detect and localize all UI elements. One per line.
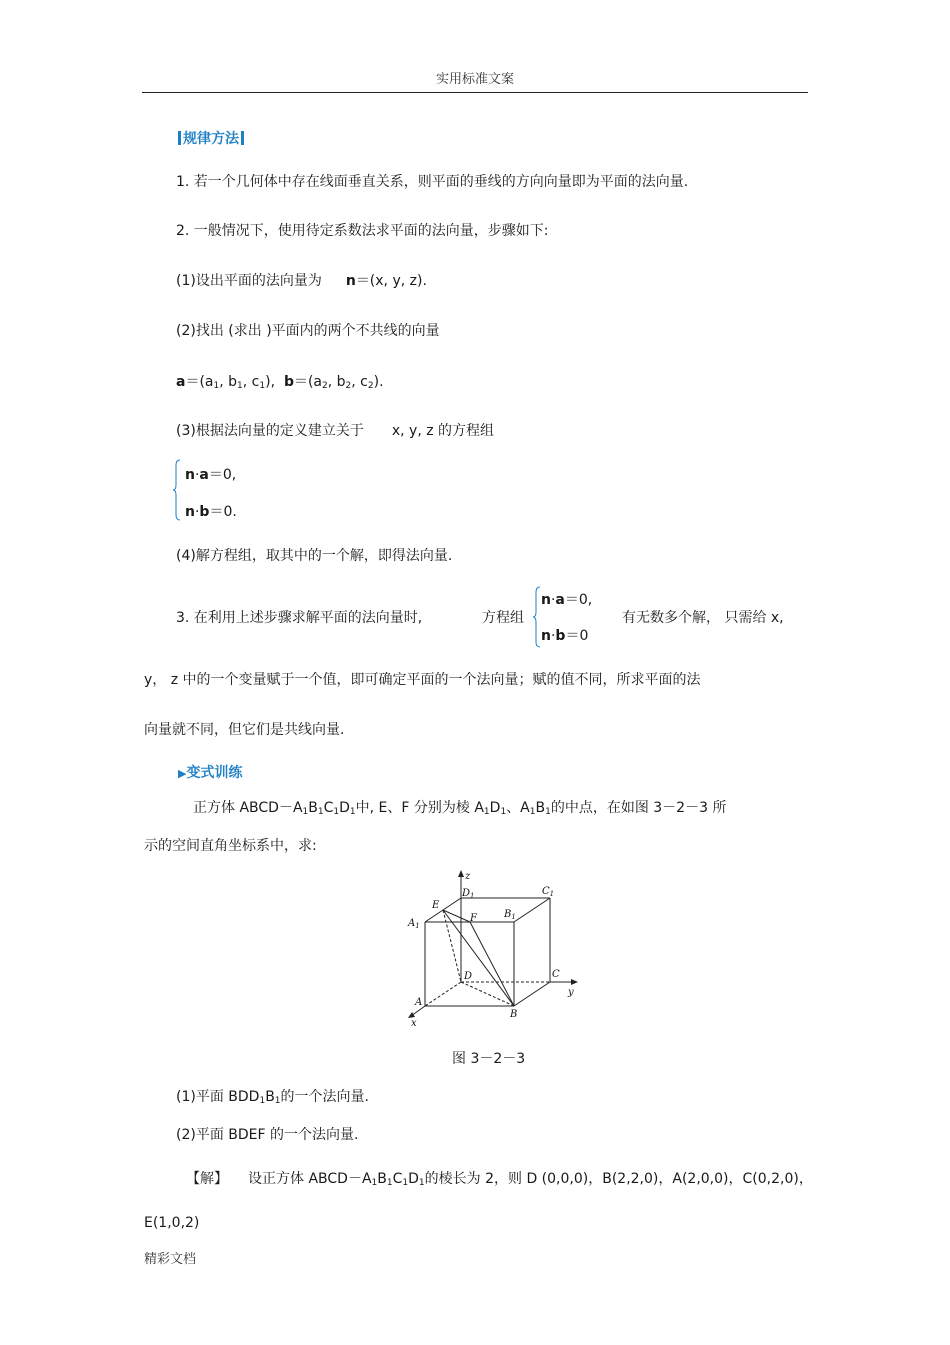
section-label-rules: [176, 128, 246, 148]
paragraph-3-post: 有无数多个解， 只需给 x,: [622, 610, 784, 626]
segment-fb: [470, 922, 514, 1006]
brace-icon: [173, 459, 181, 521]
step-3: (3)根据法向量的定义建立关于 x, y, z 的方程组: [176, 423, 495, 439]
paragraph-2: 2. 一般情况下，使用待定系数法求平面的法向量，步骤如下:: [176, 223, 549, 239]
segment-ed-hidden: [443, 910, 461, 982]
tag-bar-icon: [241, 131, 244, 145]
paragraph-3-line-3: 向量就不同，但它们是共线向量.: [144, 722, 345, 738]
system-1-equation-1: n·a＝0,: [185, 467, 237, 483]
tag-bar-icon: [178, 131, 181, 145]
solution-line-2: E(1,0,2): [144, 1215, 200, 1231]
step-2: (2)找出 (求出 )平面内的两个不共线的向量: [176, 323, 440, 339]
segment-eb: [443, 910, 514, 1006]
label-c: C: [552, 969, 560, 980]
paragraph-3-line-2: y， z 中的一个变量赋于一个值，即可确定平面的一个法向量；赋的值不同，所求平面的法: [144, 672, 701, 688]
step-1: (1)设出平面的法向量为 n＝(x, y, z).: [176, 273, 427, 289]
edge-da-hidden: [425, 982, 461, 1006]
z-arrow-icon: [458, 870, 464, 877]
edge-bc: [514, 982, 550, 1006]
label-d: D: [464, 971, 473, 982]
segment-db-hidden: [461, 982, 514, 1006]
page-header: 实用标准文案: [435, 72, 514, 87]
system-2-equation-1: n·a＝0,: [541, 592, 593, 608]
label-e: E: [432, 900, 440, 911]
brace-icon: [533, 586, 541, 648]
section-label-practice: [178, 762, 242, 782]
question-1: (1)平面 $BDD_1B_1$的一个法向量.: [176, 1089, 369, 1106]
triangle-icon: ▶: [178, 767, 187, 780]
system-2-equation-2: n·b＝0: [541, 628, 589, 644]
figure-caption: 图 3－2－3: [452, 1051, 526, 1067]
label-d1: $D_1$: [462, 888, 475, 900]
edge-c1b1: [514, 898, 550, 922]
cube-figure: [400, 866, 585, 1032]
system-brace-1: [173, 459, 179, 521]
problem-line-2: 示的空间直角坐标系中，求:: [144, 838, 317, 854]
label-b1: $B_1$: [504, 909, 516, 921]
label-a1: $A_1$: [408, 918, 420, 930]
label-x: x: [411, 1018, 417, 1029]
section-label-text: 规律方法: [183, 131, 239, 147]
label-c1: $C_1$: [542, 886, 555, 898]
label-z: z: [465, 871, 471, 882]
paragraph-1: 1. 若一个几何体中存在线面垂直关系，则平面的垂线的方向向量即为平面的法向量.: [176, 174, 689, 190]
label-f: F: [470, 913, 477, 924]
label-y: y: [568, 987, 574, 998]
section-label-text: 变式训练: [186, 765, 243, 781]
paragraph-3-pre: 3. 在利用上述步骤求解平面的法向量时,: [176, 610, 423, 626]
label-b: B: [510, 1009, 518, 1020]
vector-definitions: $a=(a_1$, $b_1$, $c_1$), $b=(a_2$, $b_2$, $c_2$).: [176, 374, 384, 391]
question-2: (2)平面 BDEF 的一个法向量.: [176, 1127, 359, 1143]
step-4: (4)解方程组，取其中的一个解，即得法向量.: [176, 548, 453, 564]
label-a: A: [415, 997, 423, 1008]
solution-line-1: 【解】 设正方体 $ABCD-A_1B_1C_1D_1$的棱长为 2，则 D (0,0,0)，B(2,2,0)，A(2,0,0)，C(0,2,0)，: [186, 1171, 813, 1188]
header-rule: [142, 92, 808, 93]
problem-line-1: 正方体 $ABCD-A_1B_1C_1D_1$中, E、F 分别为棱 $A_1D_1$、$A_1B_1$的中点，在如图 3－2－3 所: [193, 800, 727, 817]
system-1-equation-2: n·b＝0.: [185, 504, 237, 520]
system-brace-2: [533, 586, 541, 648]
page-footer: 精彩文档: [144, 1252, 197, 1267]
paragraph-3-mid: 方程组: [482, 610, 524, 626]
y-arrow-icon: [571, 979, 578, 985]
